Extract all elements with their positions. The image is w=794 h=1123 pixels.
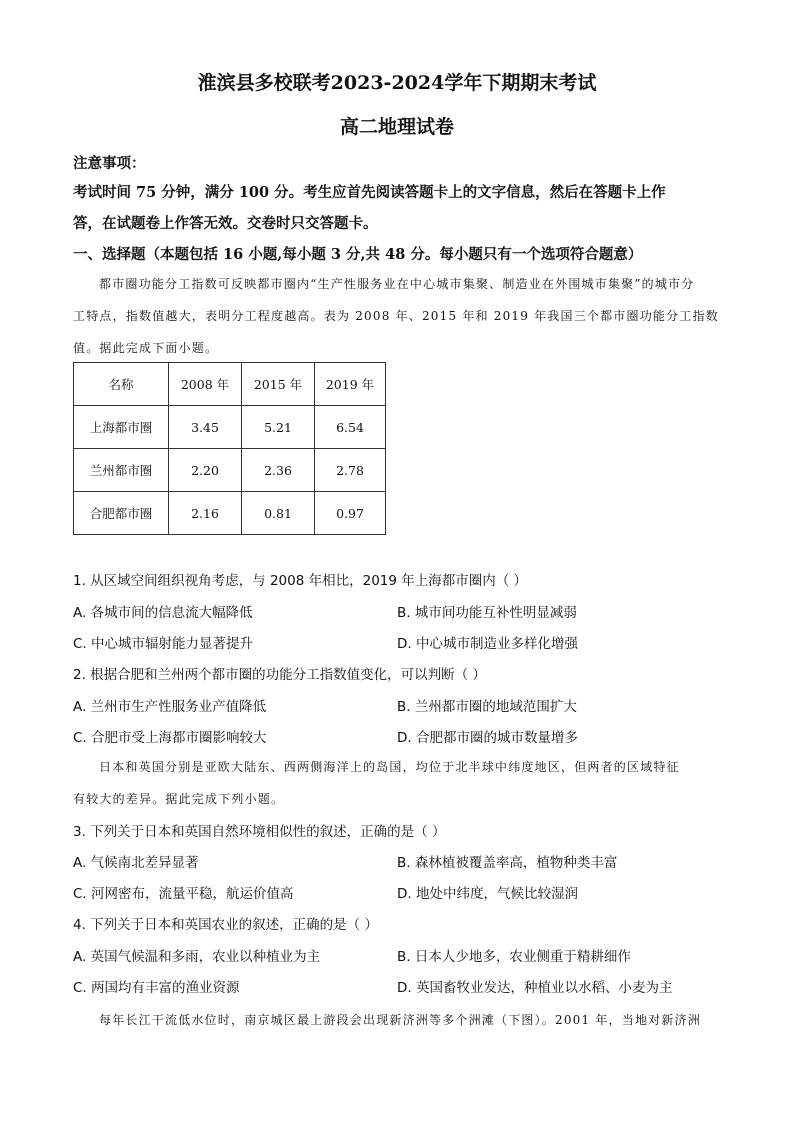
question-3-stem: 3. 下列关于日本和英国自然环境相似性的叙述，正确的是（ ）: [73, 824, 446, 840]
table-cell: 2.16: [169, 492, 242, 535]
question-4-stem: 4. 下列关于日本和英国农业的叙述，正确的是（ ）: [73, 917, 378, 933]
table-cell: 0.81: [242, 492, 315, 535]
material-2-line-1: 日本和英国分别是亚欧大陆东、西两侧海洋上的岛国，均位于北半球中纬度地区，但两者的区域特征: [99, 760, 680, 774]
table-cell: 2.36: [242, 449, 315, 492]
question-3-option-a: A. 气候南北差异显著: [73, 855, 199, 871]
table-header-row: [74, 363, 386, 406]
table-header-cell: 2015 年: [242, 363, 315, 406]
table-header-cell: 2008 年: [169, 363, 242, 406]
exam-title: 淮滨县多校联考2023-2024学年下期期末考试: [197, 72, 597, 94]
table-cell: 6.54: [315, 406, 386, 449]
exam-subtitle: 高二地理试卷: [339, 116, 454, 138]
table-header-cell: 名称: [74, 363, 169, 406]
table-cell: 2.20: [169, 449, 242, 492]
table-cell: 0.97: [315, 492, 386, 535]
notice-line-1: 考试时间 75 分钟，满分 100 分。考生应首先阅读答题卡上的文字信息，然后在答题卡上作: [73, 184, 666, 201]
question-4-option-d: D. 英国畜牧业发达，种植业以水稻、小麦为主: [397, 980, 673, 996]
material-1-line-1: 都市圈功能分工指数可反映都市圈内“生产性服务业在中心城市集聚、制造业在外围城市集聚”的城市分: [99, 277, 695, 291]
table-row: [74, 406, 386, 449]
table-cell: 2.78: [315, 449, 386, 492]
table-cell: 合肥都市圈: [74, 492, 169, 535]
material-2-line-2: 有较大的差异。据此完成下列小题。: [73, 792, 285, 806]
notice-heading: 注意事项：: [73, 155, 146, 172]
question-2-stem: 2. 根据合肥和兰州两个都市圈的功能分工指数值变化，可以判断（ ）: [73, 667, 486, 683]
table-cell: 3.45: [169, 406, 242, 449]
question-3-option-d: D. 地处中纬度，气候比较湿润: [397, 886, 578, 902]
question-1-option-d: D. 中心城市制造业多样化增强: [397, 636, 578, 652]
table-cell: 5.21: [242, 406, 315, 449]
function-index-table: [73, 362, 386, 535]
notice-line-2: 答，在试题卷上作答无效。交卷时只交答题卡。: [73, 215, 378, 232]
table-header-cell: 2019 年: [315, 363, 386, 406]
section-heading: 一、选择题（本题包括 16 小题,每小题 3 分,共 48 分。每小题只有一个选项符合题意）: [73, 246, 643, 263]
question-1-option-c: C. 中心城市辐射能力显著提升: [73, 636, 254, 652]
table-cell: 上海都市圈: [74, 406, 169, 449]
table-row: [74, 449, 386, 492]
question-1-stem: 1. 从区域空间组织视角考虑，与 2008 年相比，2019 年上海都市圈内（ ）: [73, 573, 528, 589]
question-4-option-a: A. 英国气候温和多雨，农业以种植业为主: [73, 949, 321, 965]
question-1-option-a: A. 各城市间的信息流大幅降低: [73, 605, 253, 621]
question-2-option-b: B. 兰州都市圈的地域范围扩大: [397, 699, 577, 715]
question-2-option-c: C. 合肥市受上海都市圈影响较大: [73, 730, 267, 746]
question-3-option-c: C. 河网密布，流量平稳，航运价值高: [73, 886, 294, 902]
question-2-option-a: A. 兰州市生产性服务业产值降低: [73, 699, 267, 715]
question-1-option-b: B. 城市间功能互补性明显减弱: [397, 605, 577, 621]
material-1-line-2: 工特点，指数值越大，表明分工程度越高。表为 2008 年、2015 年和 2019 年我国三个都市圈功能分工指数: [73, 309, 719, 323]
question-2-option-d: D. 合肥都市圈的城市数量增多: [397, 730, 578, 746]
question-3-option-b: B. 森林植被覆盖率高，植物种类丰富: [397, 855, 618, 871]
table-row: [74, 492, 386, 535]
question-4-option-c: C. 两国均有丰富的渔业资源: [73, 980, 240, 996]
material-3-line-1: 每年长江干流低水位时，南京城区最上游段会出现新济洲等多个洲滩（下图）。2001 年，当地对新济洲: [99, 1013, 701, 1027]
question-4-option-b: B. 日本人少地多，农业侧重于精耕细作: [397, 949, 631, 965]
table-cell: 兰州都市圈: [74, 449, 169, 492]
material-1-line-3: 值。据此完成下面小题。: [73, 341, 219, 355]
